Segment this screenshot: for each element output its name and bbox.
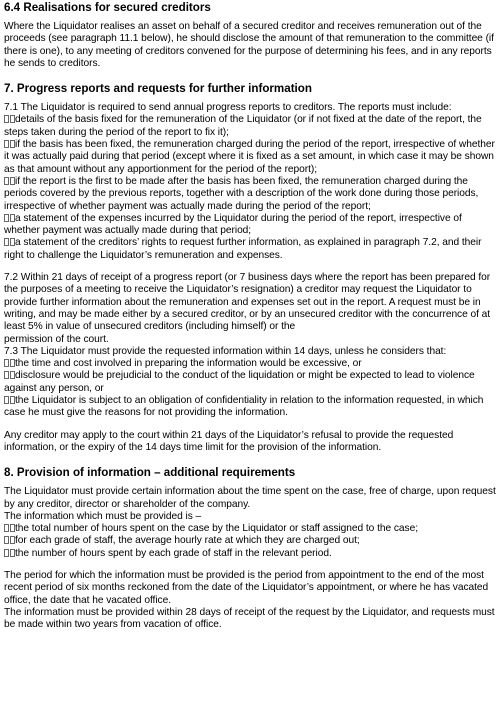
bullet-text: the time and cost involved in preparing the information would be excessive, or <box>15 358 362 370</box>
bullet-text: disclosure would be prejudicial to the conduct of the liquidation or might be expected to lead to violence against any person, or <box>4 370 475 394</box>
bullet-text: for each grade of staff, the average hourly rate at which they are charged out; <box>15 535 360 547</box>
bullet-box-icon <box>4 115 9 123</box>
bullet-box-icon <box>4 396 9 404</box>
section-6-4-heading: 6.4 Realisations for secured creditors <box>4 1 211 14</box>
bullet-7-1-b <box>4 139 500 176</box>
bullet-8-c <box>4 548 500 560</box>
bullet-box-icon <box>4 140 9 148</box>
section-7-heading: 7. Progress reports and requests for further information <box>4 82 312 96</box>
bullet-7-3-a <box>4 358 500 370</box>
bullet-text: if the report is the first to be made after the basis has been fixed, the remuneration charged during the periods covered by the previous reports, together with a description of the work done during those periods, irrespective of whether payment was actually made during the period of the report; <box>4 175 479 212</box>
bullet-box-icon <box>10 371 15 379</box>
paragraph-7-2: 7.2 Within 21 days of receipt of a progress report (or 7 business days where the report has been prepared for the purposes of a meeting to receive the Liquidator’s resignation) a creditor may request the Liquidator to provide further information about the remuneration and expenses set out in the report. A request must be in writing, and may be made either by a secured creditor, or by an unsecured creditor with the concurrence of at least 5% in value of unsecured creditors (including himself) or the <box>4 272 491 333</box>
section-8-paragraph-2: The information which must be provided is – <box>4 510 202 522</box>
bullet-text: a statement of the creditors’ rights to request further information, as explained in paragraph 7.2, and their right to challenge the Liquidator’s remuneration and expenses. <box>4 237 482 261</box>
bullet-box-icon <box>4 214 9 222</box>
bullet-text: details of the basis fixed for the remuneration of the Liquidator (or if not fixed at the date of the report, the steps taken during the period of the report to fix it); <box>4 114 482 138</box>
bullet-box-icon <box>4 549 9 557</box>
paragraph-7-4: Any creditor may apply to the court within 21 days of the Liquidator’s refusal to provide the requested information, or the expiry of the 14 days time limit for the provision of the information. <box>4 429 454 453</box>
section-8-paragraph-4: The information must be provided within 28 days of receipt of the request by the Liquidator, and requests must be made within two years from vacation of office. <box>4 606 495 631</box>
section-8-heading: 8. Provision of information – additional requirements <box>4 466 296 480</box>
bullet-box-icon <box>10 238 15 246</box>
bullet-box-icon <box>10 177 15 185</box>
bullet-text: a statement of the expenses incurred by the Liquidator during the period of the report, irrespective of whether payment was actually made during that period; <box>4 212 462 237</box>
bullet-7-1-e <box>4 237 500 262</box>
bullet-7-3-b <box>4 370 500 395</box>
bullet-box-icon <box>10 359 15 367</box>
bullet-box-icon <box>4 371 9 379</box>
bullet-box-icon <box>10 549 15 557</box>
paragraph-7-2-end: permission of the court. <box>4 333 109 345</box>
bullet-box-icon <box>4 536 9 544</box>
bullet-8-b <box>4 535 500 547</box>
bullet-box-icon <box>10 214 15 222</box>
bullet-box-icon <box>4 177 9 185</box>
bullet-7-1-c <box>4 176 500 213</box>
bullet-box-icon <box>10 115 15 123</box>
bullet-text: if the basis has been fixed, the remuneration charged during the period of the report, irrespective of whether it was actually paid during that period (except where it is fixed as a set amount, in which case it may be shown as that amount without any apportionment for the period of the report); <box>4 139 495 175</box>
bullet-text: the Liquidator is subject to an obligation of confidentiality in relation to the information requested, in which case he must give the reasons for not providing the information. <box>4 395 484 419</box>
bullet-box-icon <box>4 359 9 367</box>
bullet-7-3-c <box>4 395 500 420</box>
section-8-paragraph-1: The Liquidator must provide certain information about the time spent on the case, free of charge, upon request by any creditor, director or shareholder of the company. <box>4 486 496 510</box>
bullet-text: the total number of hours spent on the case by the Liquidator or staff assigned to the case; <box>15 523 418 535</box>
section-6-4-paragraph: Where the Liquidator realises an asset on behalf of a secured creditor and receives remuneration out of the proceeds (see paragraph 11.1 below), he should disclose the amount of that remuneration to the committee (if there is one), to any meeting of creditors convened for the purpose of determining his fees, and in any reports he sends to creditors. <box>4 21 494 69</box>
bullet-7-1-d <box>4 213 500 238</box>
bullet-box-icon <box>4 238 9 246</box>
paragraph-7-3: 7.3 The Liquidator must provide the requested information within 14 days, unless he considers that: <box>4 345 447 357</box>
bullet-box-icon <box>4 524 9 532</box>
paragraph-7-1: 7.1 The Liquidator is required to send annual progress reports to creditors. The reports must include: <box>4 102 452 114</box>
bullet-box-icon <box>10 536 15 544</box>
section-8-paragraph-3: The period for which the information must be provided is the period from appointment to the end of the most recent period of six months reckoned from the date of the Liquidator’s appointment, or where he has vacated office, the date that he vacated office. <box>4 569 489 606</box>
bullet-text: the number of hours spent by each grade of staff in the relevant period. <box>15 547 332 559</box>
bullet-box-icon <box>10 140 15 148</box>
bullet-box-icon <box>10 524 15 532</box>
bullet-8-a <box>4 523 500 535</box>
bullet-box-icon <box>10 396 15 404</box>
bullet-7-1-a <box>4 114 500 139</box>
